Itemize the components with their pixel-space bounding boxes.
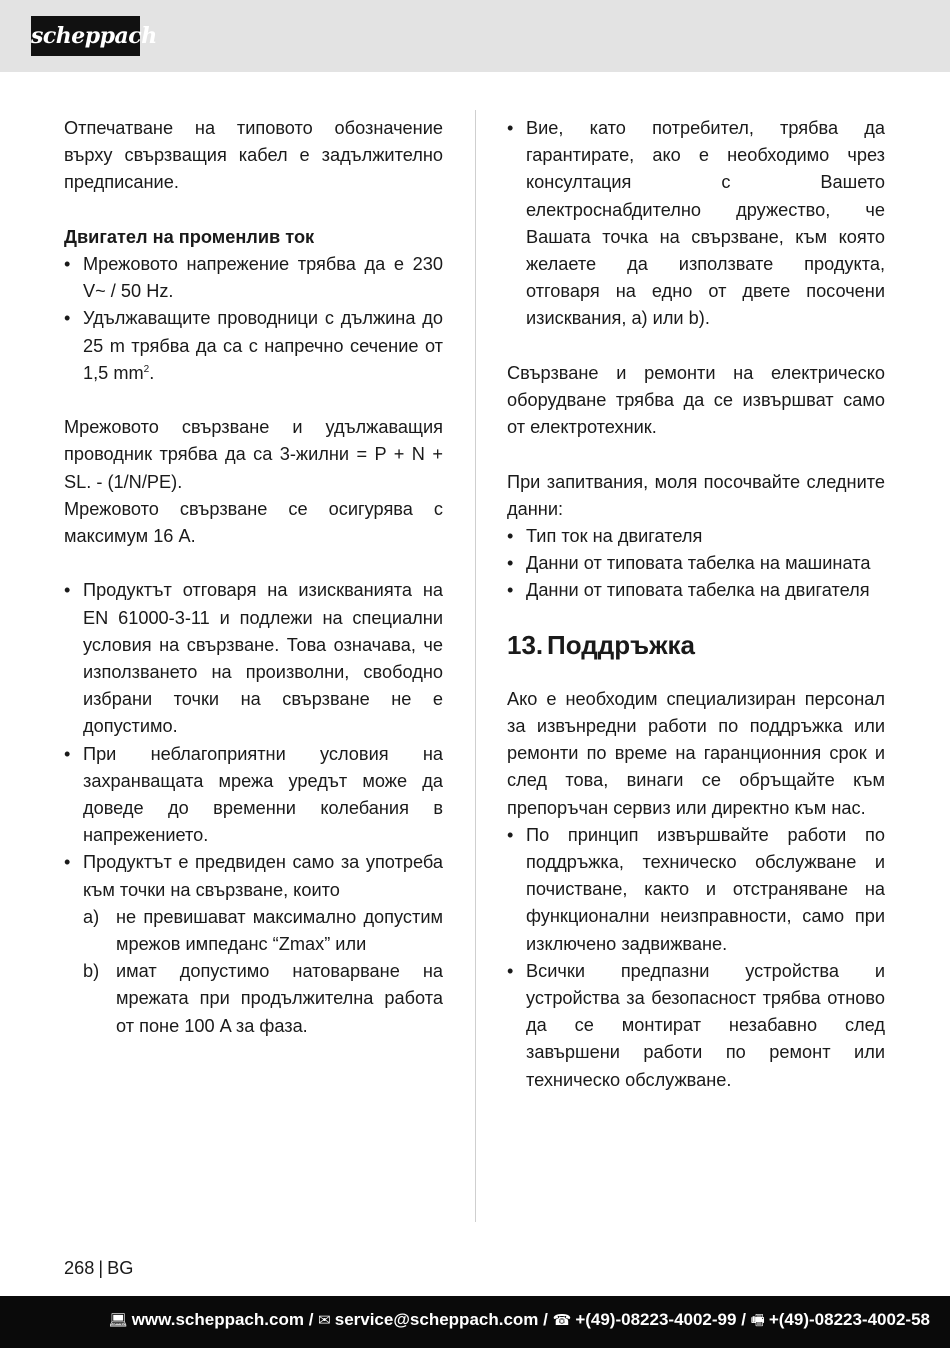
contact-divider: / xyxy=(741,1310,746,1329)
list-item: • Удължаващите проводници с дължина до 25 m трябва да са с напречно сечение от 1,5 $mm^2$. xyxy=(64,305,443,387)
section-number: 13. xyxy=(507,629,544,660)
fuse-paragraph: Мрежовото свързване се осигурява с максимум 16 A. xyxy=(64,498,443,547)
mains-connection-paragraph: Мрежовото свързване и удължаващия проводник трябва да са 3-жилни = P + N + SL. - (1/N/PE). xyxy=(64,417,443,492)
list-item: • Мрежовото напрежение трябва да е 230 V~ / 50 Hz. xyxy=(64,251,443,305)
list-item: • Данни от типовата табелка на двигателя xyxy=(507,577,885,604)
consumer-list xyxy=(507,115,885,333)
inquiry-paragraph: При запитвания, моля посочвайте следните данни: xyxy=(507,471,885,519)
ac-motor-list xyxy=(64,251,443,387)
list-item: • Всички предпазни устройства и устройства за безопасност трябва отново да се монтират незабавно след завършени работи по ремонт или техническо обслужване. xyxy=(507,958,885,1094)
sub-list-item: b) имат допустимо натоварване на мрежата при продължителна работа от поне 100 A за фаза. xyxy=(83,958,443,1040)
fax-number: +(49)-08223-4002-58 xyxy=(768,1310,930,1329)
sub-list-marker: b) xyxy=(83,961,100,982)
page-language: BG xyxy=(107,1258,134,1278)
contact-line xyxy=(109,1308,930,1333)
list-item: • Продуктът отговаря на изискванията на EN 61000-3-11 и подлежи на специални условия на свързване. Това означава, че използването на произволни, свободно избрани точки на свързване не е допустимо. xyxy=(64,577,443,740)
telephone-icon: ☎︎ xyxy=(552,1312,572,1329)
contact-bar xyxy=(0,1296,950,1348)
sub-list-item: a) не превишават максимално допустим мрежов импеданс “Zmax” или xyxy=(83,904,443,958)
intro-paragraph: Отпечатване на типовото обозначение върху свързващия кабел е задължително предписание. xyxy=(64,118,443,193)
page-number xyxy=(64,1256,133,1280)
superscript: 2 xyxy=(143,363,150,375)
left-column xyxy=(64,115,443,1040)
page-number-value: 268 xyxy=(64,1258,95,1278)
list-item: • Вие, като потребител, трябва да гарантирате, ако е необходимо чрез консултация с Вашето електроснабдително дружество, че Вашата точка на свързване, към която желаете да използвате продукта, отговаря на едно от двете посочени изисквания, a) или b). xyxy=(507,115,885,333)
computer-icon: 💻︎ xyxy=(108,1312,128,1329)
list-item: • При неблагоприятни условия на захранващата мрежа уредът може да доведе до временни колебания в напрежението. xyxy=(64,741,443,850)
header-band xyxy=(0,0,950,72)
ac-motor-heading: Двигател на променлив ток xyxy=(64,226,315,247)
sub-list-marker: a) xyxy=(83,906,100,927)
list-item: • Тип ток на двигателя xyxy=(507,523,885,550)
section-title xyxy=(507,605,885,686)
contact-divider: / xyxy=(543,1310,548,1329)
phone-number: +(49)-08223-4002-99 xyxy=(575,1310,737,1329)
maintenance-paragraph: Ако е необходим специализиран персонал за извънредни работи по поддръжка или ремонти по време на гаранционния срок и след това, винаги се обръщайте към препоръчан сервиз или директно към нас. xyxy=(507,688,885,818)
sub-list xyxy=(83,904,443,1040)
maintenance-list xyxy=(507,822,885,1094)
compliance-list xyxy=(64,577,443,1039)
fax-icon: 🖷︎ xyxy=(750,1312,765,1329)
contact-divider: / xyxy=(308,1310,314,1329)
column-divider xyxy=(475,110,476,1222)
email-link[interactable]: service@scheppach.com xyxy=(334,1310,539,1329)
list-item: • Продуктът е предвиден само за употреба към точки на свързване, които a) не превишават максимално допустим мрежов импеданс “Zmax” или b) имат допустимо натоварване на мрежата при продължителна работа от поне 100 A за фаза. xyxy=(64,849,443,1039)
right-column xyxy=(507,115,885,1094)
electrician-paragraph: Свързване и ремонти на електрическо оборудване трябва да се извършват само от електротехник. xyxy=(507,362,885,438)
list-item: • Данни от типовата табелка на машината xyxy=(507,550,885,577)
list-item: • По принцип извършвайте работи по поддръжка, техническо обслужване и почистване, както и отстраняване на функционални неизправности, само при изключено задвижване. xyxy=(507,822,885,958)
inquiry-list xyxy=(507,523,885,605)
website-link[interactable]: www.scheppach.com xyxy=(131,1310,304,1329)
page-number-separator: | xyxy=(98,1258,104,1278)
envelope-icon: ✉︎ xyxy=(318,1312,331,1329)
section-title-text: Поддръжка xyxy=(547,629,695,660)
scheppach-logo: scheppach xyxy=(31,16,140,56)
